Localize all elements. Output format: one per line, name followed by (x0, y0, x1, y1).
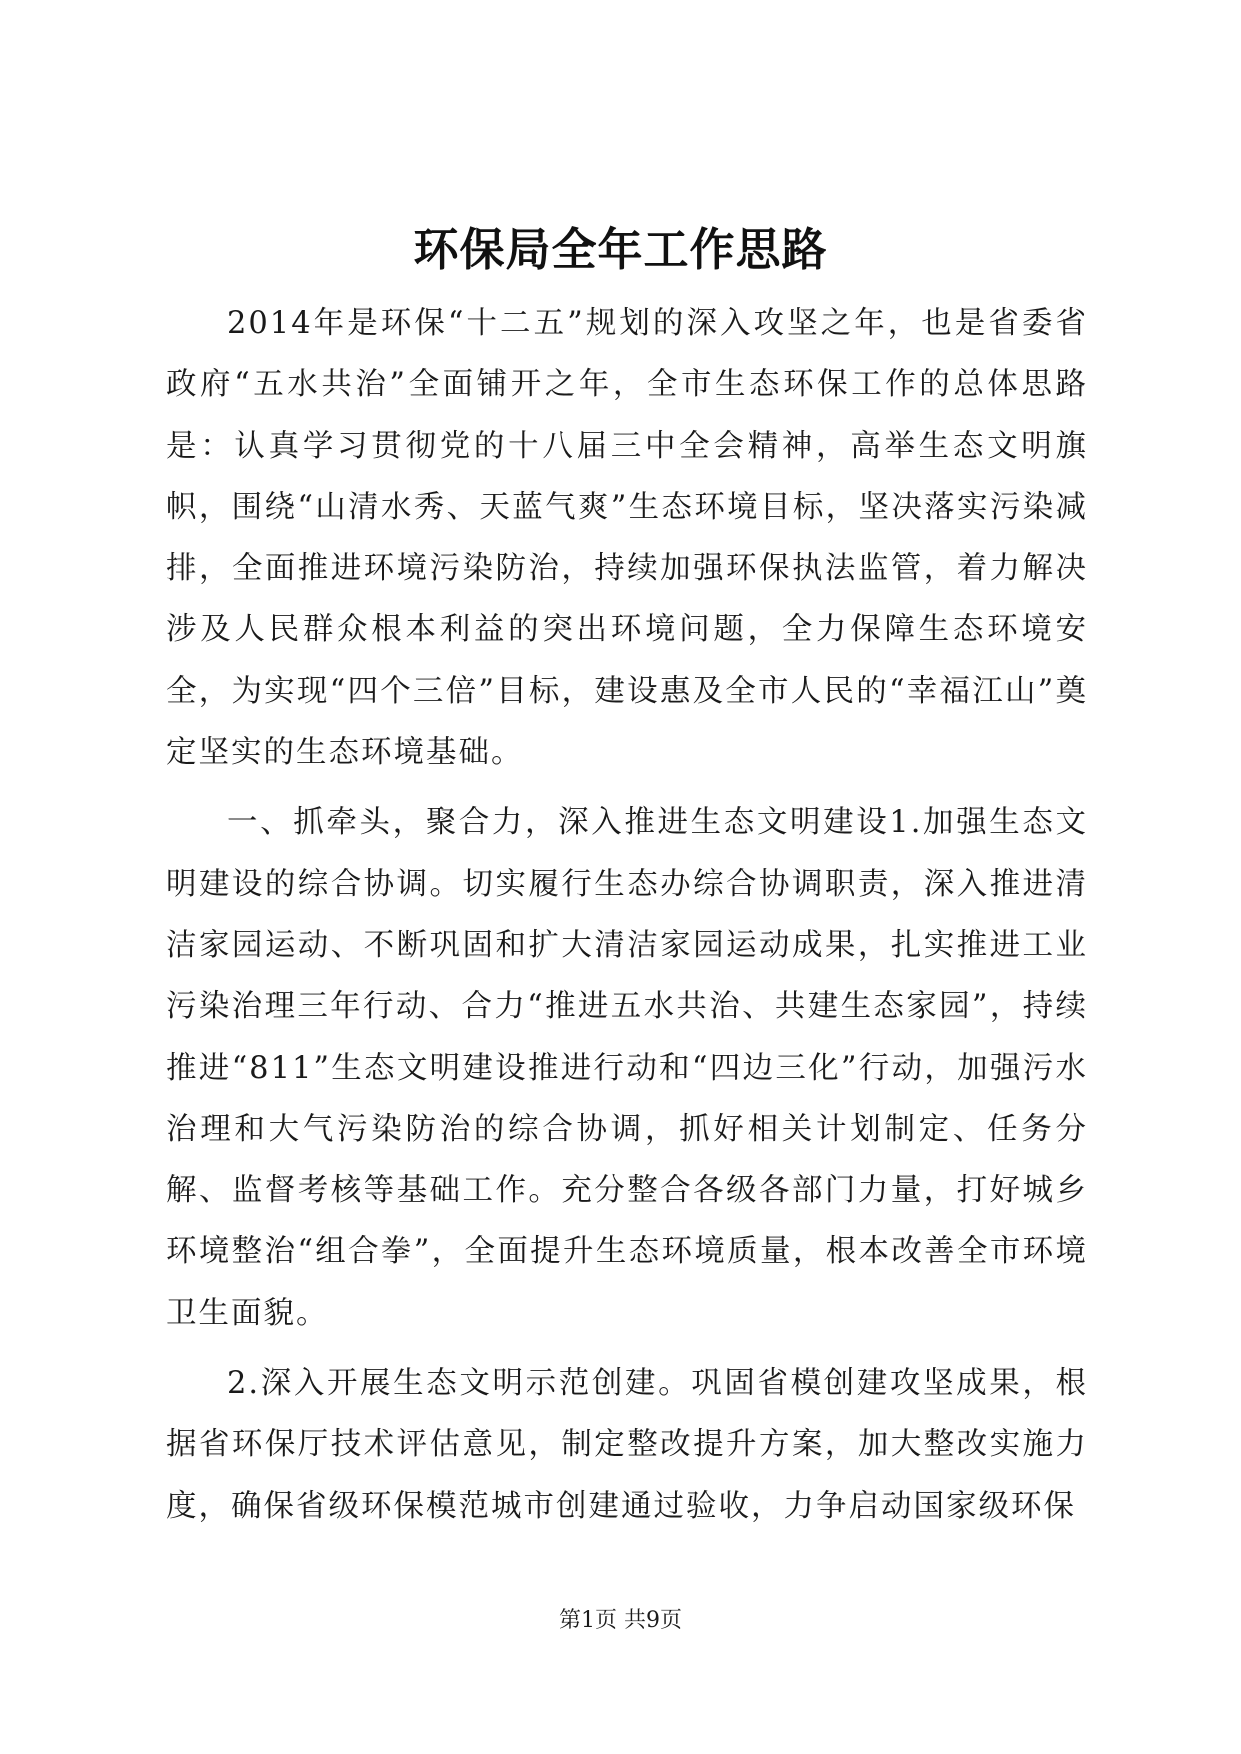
paragraph-section-2: 2.深入开展生态文明示范创建。巩固省模创建攻坚成果，根据省环保厅技术评估意见，制定整改提升方案，加大整改实施力度，确保省级环保模范城市创建通过验收，力争启动国家级环保 (166, 1366, 1088, 1524)
document-body (166, 293, 1088, 1537)
paragraph-intro: 2014年是环保“十二五”规划的深入攻坚之年，也是省委省政府“五水共治”全面铺开之年，全市生态环保工作的总体思路是：认真学习贯彻党的十八届三中全会精神，高举生态文明旗帜，围绕“山清水秀、天蓝气爽”生态环境目标，坚决落实污染减排，全面推进环境污染防治，持续加强环保执法监管，着力解决涉及人民群众根本利益的突出环境问题，全力保障生态环境安全，为实现“四个三倍”目标，建设惠及全市人民的“幸福江山”奠定坚实的生态环境基础。 (166, 306, 1088, 771)
document-title: 环保局全年工作思路 (413, 223, 828, 276)
page-number-footer: 第1页 共9页 (559, 1608, 682, 1633)
paragraph-section-1: 一、抓牵头，聚合力，深入推进生态文明建设1.加强生态文明建设的综合协调。切实履行生态办综合协调职责，深入推进清洁家园运动、不断巩固和扩大清洁家园运动成果，扎实推进工业污染治理三年行动、合力“推进五水共治、共建生态家园”，持续推进“811”生态文明建设推进行动和“四边三化”行动，加强污水治理和大气污染防治的综合协调，抓好相关计划制定、任务分解、监督考核等基础工作。充分整合各级各部门力量，打好城乡环境整治“组合拳”，全面提升生态环境质量，根本改善全市环境卫生面貌。 (166, 805, 1088, 1331)
